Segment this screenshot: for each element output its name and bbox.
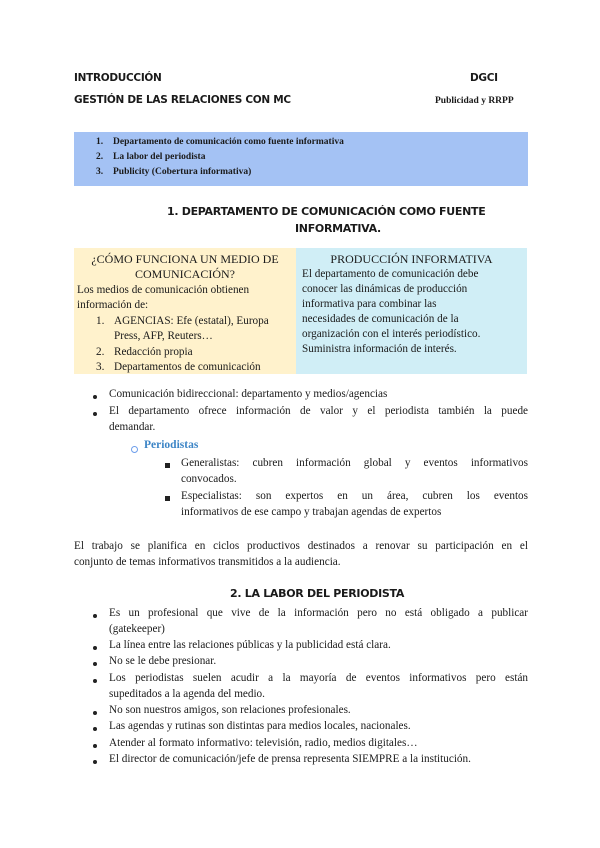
box-text: informativa para combinar las [302, 298, 437, 310]
how-media-works-box [74, 248, 296, 374]
news-production-box [296, 248, 527, 374]
bullet-icon [93, 760, 97, 764]
list-item: Press, AFP, Reuters… [114, 330, 213, 342]
section2-title: 2. LA LABOR DEL PERIODISTA [230, 587, 405, 600]
header-course-code: DGCI [470, 72, 498, 84]
list-item: Es un profesional que vive de la información pero no está obligado a publicar [109, 607, 528, 619]
circle-bullet-icon [131, 446, 138, 453]
list-item: Los periodistas suelen acudir a la mayoría de eventos informativos pero están [109, 672, 528, 684]
table-of-contents [74, 132, 528, 186]
square-bullet-icon [165, 496, 170, 501]
list-item-cont: (gatekeeper) [109, 623, 165, 635]
bullet-icon [93, 412, 97, 416]
bullet-icon [93, 646, 97, 650]
bullet-icon [93, 727, 97, 731]
list-item: Redacción propia [114, 346, 193, 358]
paragraph-cont: conjunto de temas informativos transmitidos a la audiencia. [74, 556, 341, 568]
list-item: Comunicación bidireccional: departamento y medios/agencias [109, 388, 388, 400]
list-item: No son nuestros amigos, son relaciones profesionales. [109, 704, 351, 716]
list-item: No se le debe presionar. [109, 655, 217, 667]
box-title: PRODUCCIÓN INFORMATIVA [330, 252, 493, 266]
list-item: Las agendas y rutinas son distintas para medios locales, nacionales. [109, 720, 411, 732]
box-text: El departamento de comunicación debe [302, 268, 479, 280]
box-title: COMUNICACIÓN? [135, 267, 235, 281]
list-item-cont: convocados. [181, 473, 237, 485]
box-text: organización con el interés periodístico. [302, 328, 481, 340]
square-bullet-icon [165, 463, 170, 468]
box-text: conocer las dinámicas de producción [302, 283, 468, 295]
list-item: El director de comunicación/jefe de prensa representa SIEMPRE a la institución. [109, 753, 471, 765]
list-item: Atender al formato informativo: televisión, radio, medios digitales… [109, 737, 418, 749]
box-text: Los medios de comunicación obtienen [77, 284, 250, 296]
toc-item[interactable]: 3. Publicity (Cobertura informativa) [96, 167, 252, 177]
list-number: 2. [96, 346, 105, 358]
box-text: necesidades de comunicación de la [302, 313, 459, 325]
box-title: ¿CÓMO FUNCIONA UN MEDIO DE [91, 252, 279, 266]
list-item-cont: informativos de ese campo y trabajan agendas de expertos [181, 506, 442, 518]
list-item: Especialistas: son expertos en un área, cubren los eventos [181, 490, 528, 502]
list-item-cont: demandar. [109, 421, 156, 433]
box-text: Suministra información de interés. [302, 343, 457, 355]
list-item: El departamento ofrece información de valor y el periodista también la puede [109, 405, 528, 417]
paragraph: El trabajo se planifica en ciclos productivos destinados a renovar su participación en el [74, 540, 528, 552]
list-item-cont: supeditados a la agenda del medio. [109, 688, 265, 700]
list-item: AGENCIAS: Efe (estatal), Europa [114, 315, 269, 327]
bullet-icon [93, 679, 97, 683]
header-subtitle: GESTIÓN DE LAS RELACIONES CON MC [74, 94, 291, 106]
list-item: Departamentos de comunicación [114, 361, 261, 373]
list-number: 1. [96, 315, 105, 327]
header-course-name: Publicidad y RRPP [435, 96, 514, 106]
bullet-icon [93, 395, 97, 399]
bullet-icon [93, 711, 97, 715]
bullet-icon [93, 744, 97, 748]
sub-heading-periodistas: Periodistas [144, 439, 199, 451]
toc-item[interactable]: 2. La labor del periodista [96, 152, 206, 162]
section1-title: 1. DEPARTAMENTO DE COMUNICACIÓN COMO FUENTE [167, 205, 486, 218]
box-text: información de: [77, 299, 149, 311]
list-item: La línea entre las relaciones públicas y la publicidad está clara. [109, 639, 391, 651]
header-title: INTRODUCCIÓN [74, 72, 162, 84]
bullet-icon [93, 662, 97, 666]
toc-item[interactable]: 1. Departamento de comunicación como fuente informativa [96, 137, 344, 147]
bullet-icon [93, 614, 97, 618]
section1-title-cont: INFORMATIVA. [295, 222, 381, 235]
list-number: 3. [96, 361, 105, 373]
list-item: Generalistas: cubren información global y eventos informativos [181, 457, 528, 469]
